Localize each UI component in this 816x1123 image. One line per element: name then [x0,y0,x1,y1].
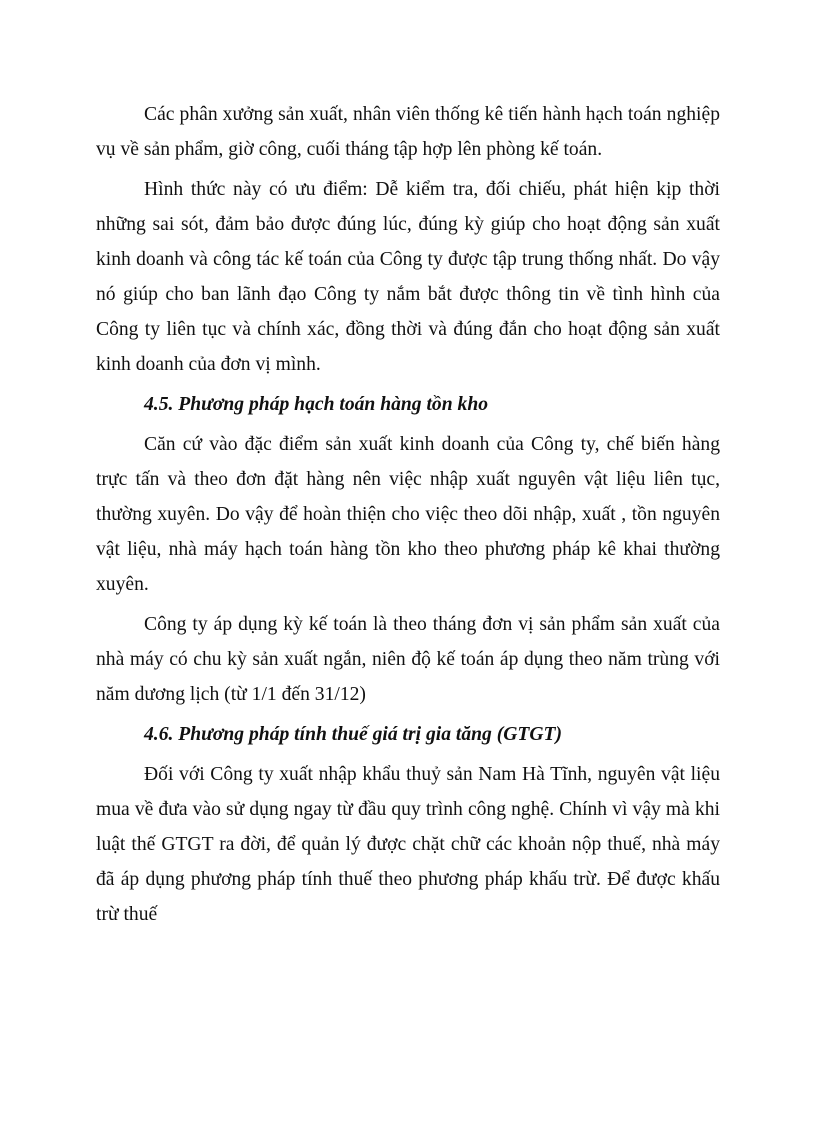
paragraph-advantages: Hình thức này có ưu điểm: Dễ kiểm tra, đối chiếu, phát hiện kịp thời những sai sót, đảm bảo được đúng lúc, đúng kỳ giúp cho hoạt động sản xuất kinh doanh và công tác kế toán của Công ty được tập trung thống nhất. Do vậy nó giúp cho ban lãnh đạo Công ty nắm bắt được thông tin về tình hình của Công ty liên tục và chính xác, đồng thời và đúng đắn cho hoạt động sản xuất kinh doanh của đơn vị mình. [96,179,720,375]
heading-vat-method: 4.6. Phương pháp tính thuế giá trị gia tăng (GTGT) [144,724,563,745]
paragraph-workshop-accounting: Các phân xưởng sản xuất, nhân viên thống kê tiến hành hạch toán nghiệp vụ về sản phẩm, giờ công, cuối tháng tập hợp lên phòng kế toán. [96,104,720,160]
paragraph-vat-details: Đối với Công ty xuất nhập khẩu thuỷ sản Nam Hà Tĩnh, nguyên vật liệu mua về đưa vào sử dụng ngay từ đầu quy trình công nghệ. Chính vì vậy mà khi luật thế GTGT ra đời, để quản lý được chặt chữ các khoản nộp thuế, nhà máy đã áp dụng phương pháp tính thuế theo phương pháp khấu trừ. Để được khấu trừ thuế [96,764,720,925]
paragraph-inventory-basis: Căn cứ vào đặc điểm sản xuất kinh doanh của Công ty, chế biến hàng trực tấn và theo đơn đặt hàng nên việc nhập xuất nguyên vật liệu liên tục, thường xuyên. Do vậy để hoàn thiện cho việc theo dõi nhập, xuất , tồn nguyên vật liệu, nhà máy hạch toán hàng tồn kho theo phương pháp kê khai thường xuyên. [96,434,720,595]
paragraph-accounting-period: Công ty áp dụng kỳ kế toán là theo tháng đơn vị sản phẩm sản xuất của nhà máy có chu kỳ sản xuất ngắn, niên độ kế toán áp dụng theo năm trùng với năm dương lịch (từ 1/1 đến 31/12) [96,614,720,705]
heading-inventory-method: 4.5. Phương pháp hạch toán hàng tồn kho [144,394,489,415]
document-body [96,97,720,937]
